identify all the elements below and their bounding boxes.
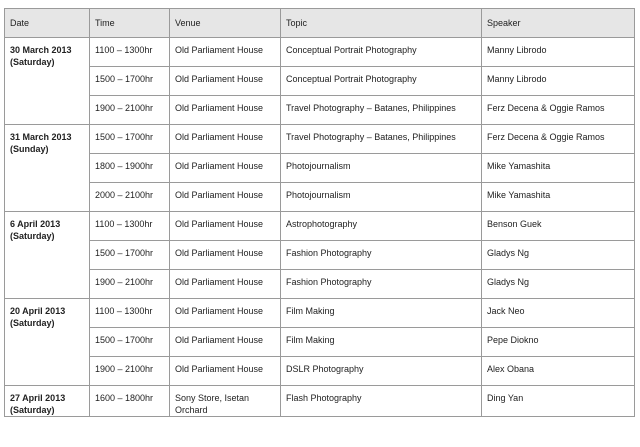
date-cell bbox=[5, 38, 90, 125]
topic-cell: Fashion Photography bbox=[281, 241, 482, 270]
time-cell: 1500 – 1700hr bbox=[90, 125, 170, 154]
table-row bbox=[5, 212, 635, 241]
date-line: 20 April 2013 bbox=[10, 306, 66, 316]
venue-line: Old Parliament House bbox=[175, 45, 264, 55]
table-row bbox=[5, 241, 635, 270]
speaker-cell: Alex Obana bbox=[482, 357, 635, 386]
schedule-table bbox=[4, 8, 635, 417]
venue-cell bbox=[170, 299, 281, 328]
time-cell: 2000 – 2100hr bbox=[90, 183, 170, 212]
venue-line: Orchard bbox=[175, 405, 208, 415]
date-cell bbox=[5, 386, 90, 417]
venue-cell bbox=[170, 270, 281, 299]
venue-line: Old Parliament House bbox=[175, 103, 264, 113]
date-line: 31 March 2013 bbox=[10, 132, 72, 142]
date-cell bbox=[5, 125, 90, 212]
header-time: Time bbox=[90, 9, 170, 38]
date-line: 30 March 2013 bbox=[10, 45, 72, 55]
header-row bbox=[5, 9, 635, 38]
date-line: (Sunday) bbox=[10, 144, 49, 154]
time-cell: 1500 – 1700hr bbox=[90, 67, 170, 96]
venue-line: Old Parliament House bbox=[175, 219, 264, 229]
venue-cell bbox=[170, 183, 281, 212]
date-line: (Saturday) bbox=[10, 231, 55, 241]
venue-cell bbox=[170, 125, 281, 154]
venue-cell bbox=[170, 96, 281, 125]
venue-cell bbox=[170, 154, 281, 183]
table-body bbox=[5, 38, 635, 417]
speaker-cell: Jack Neo bbox=[482, 299, 635, 328]
date-cell bbox=[5, 299, 90, 386]
topic-cell: Travel Photography – Batanes, Philippines bbox=[281, 96, 482, 125]
table-row bbox=[5, 299, 635, 328]
speaker-cell: Ferz Decena & Oggie Ramos bbox=[482, 96, 635, 125]
venue-line: Sony Store, Isetan bbox=[175, 393, 250, 403]
venue-line: Old Parliament House bbox=[175, 306, 264, 316]
speaker-cell: Manny Librodo bbox=[482, 38, 635, 67]
date-line: (Saturday) bbox=[10, 57, 55, 67]
venue-cell bbox=[170, 38, 281, 67]
table-row bbox=[5, 38, 635, 67]
speaker-cell: Gladys Ng bbox=[482, 270, 635, 299]
topic-cell: Flash Photography bbox=[281, 386, 482, 417]
table-row bbox=[5, 154, 635, 183]
header-topic: Topic bbox=[281, 9, 482, 38]
header-venue: Venue bbox=[170, 9, 281, 38]
time-cell: 1500 – 1700hr bbox=[90, 241, 170, 270]
venue-line: Old Parliament House bbox=[175, 364, 264, 374]
topic-cell: Conceptual Portrait Photography bbox=[281, 38, 482, 67]
date-line: (Saturday) bbox=[10, 405, 55, 415]
table-row bbox=[5, 96, 635, 125]
time-cell: 1500 – 1700hr bbox=[90, 328, 170, 357]
table-row bbox=[5, 183, 635, 212]
venue-cell bbox=[170, 328, 281, 357]
table-row bbox=[5, 67, 635, 96]
date-line: 6 April 2013 bbox=[10, 219, 61, 229]
venue-line: Old Parliament House bbox=[175, 161, 264, 171]
header-date: Date bbox=[5, 9, 90, 38]
table-row bbox=[5, 357, 635, 386]
speaker-cell: Ferz Decena & Oggie Ramos bbox=[482, 125, 635, 154]
time-cell: 1800 – 1900hr bbox=[90, 154, 170, 183]
time-cell: 1100 – 1300hr bbox=[90, 212, 170, 241]
topic-cell: DSLR Photography bbox=[281, 357, 482, 386]
venue-cell bbox=[170, 357, 281, 386]
venue-cell bbox=[170, 67, 281, 96]
table-row bbox=[5, 386, 635, 417]
venue-line: Old Parliament House bbox=[175, 190, 264, 200]
time-cell: 1600 – 1800hr bbox=[90, 386, 170, 417]
venue-line: Old Parliament House bbox=[175, 277, 264, 287]
venue-cell bbox=[170, 212, 281, 241]
venue-line: Old Parliament House bbox=[175, 74, 264, 84]
topic-cell: Film Making bbox=[281, 328, 482, 357]
speaker-cell: Manny Librodo bbox=[482, 67, 635, 96]
time-cell: 1100 – 1300hr bbox=[90, 38, 170, 67]
topic-cell: Travel Photography – Batanes, Philippines bbox=[281, 125, 482, 154]
venue-line: Old Parliament House bbox=[175, 335, 264, 345]
time-cell: 1100 – 1300hr bbox=[90, 299, 170, 328]
speaker-cell: Mike Yamashita bbox=[482, 183, 635, 212]
time-cell: 1900 – 2100hr bbox=[90, 270, 170, 299]
topic-cell: Photojournalism bbox=[281, 183, 482, 212]
speaker-cell: Benson Guek bbox=[482, 212, 635, 241]
date-line: (Saturday) bbox=[10, 318, 55, 328]
speaker-cell: Mike Yamashita bbox=[482, 154, 635, 183]
venue-cell bbox=[170, 386, 281, 417]
table-row bbox=[5, 328, 635, 357]
table-header bbox=[5, 9, 635, 38]
topic-cell: Astrophotography bbox=[281, 212, 482, 241]
time-cell: 1900 – 2100hr bbox=[90, 357, 170, 386]
date-line: 27 April 2013 bbox=[10, 393, 66, 403]
venue-line: Old Parliament House bbox=[175, 132, 264, 142]
date-cell bbox=[5, 212, 90, 299]
speaker-cell: Gladys Ng bbox=[482, 241, 635, 270]
time-cell: 1900 – 2100hr bbox=[90, 96, 170, 125]
venue-cell bbox=[170, 241, 281, 270]
topic-cell: Photojournalism bbox=[281, 154, 482, 183]
header-speaker: Speaker bbox=[482, 9, 635, 38]
topic-cell: Conceptual Portrait Photography bbox=[281, 67, 482, 96]
topic-cell: Film Making bbox=[281, 299, 482, 328]
topic-cell: Fashion Photography bbox=[281, 270, 482, 299]
venue-line: Old Parliament House bbox=[175, 248, 264, 258]
table-row bbox=[5, 125, 635, 154]
speaker-cell: Ding Yan bbox=[482, 386, 635, 417]
speaker-cell: Pepe Diokno bbox=[482, 328, 635, 357]
table-row bbox=[5, 270, 635, 299]
